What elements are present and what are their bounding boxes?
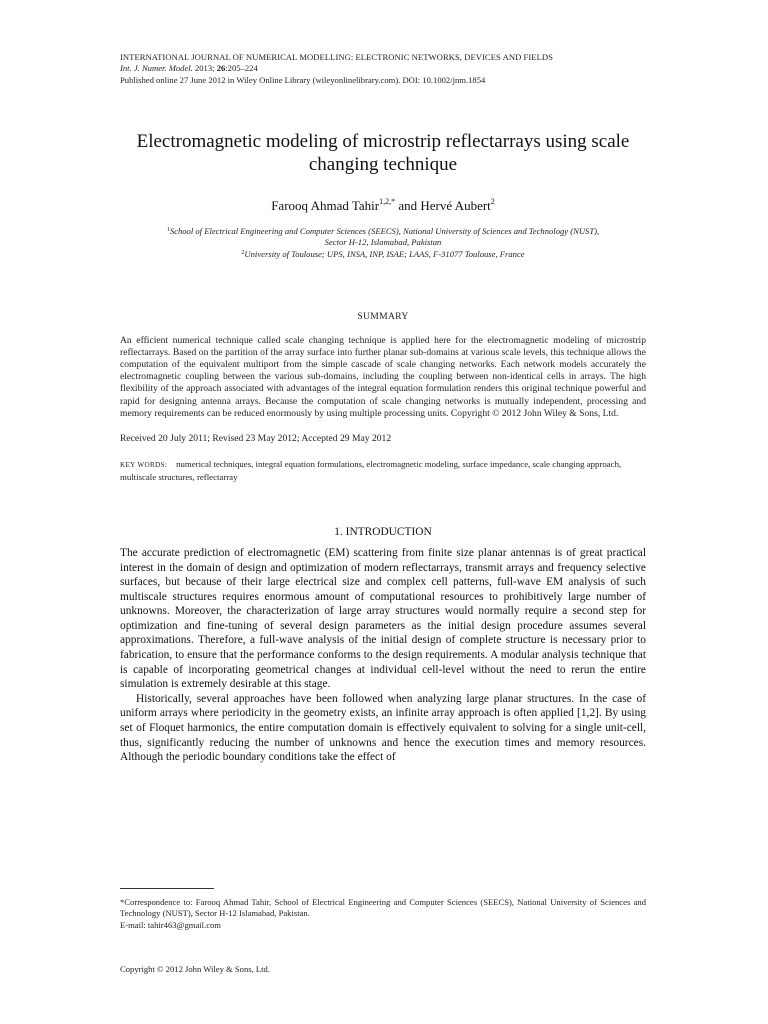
citation-abbrev: Int. J. Numer. Model. (120, 63, 193, 74)
author-affiliation-mark: 2 (490, 197, 495, 207)
citation-line (120, 63, 646, 74)
journal-header (120, 52, 646, 86)
affiliation-1: $^1$School of Electrical Engineering and Computer Sciences (SEECS), National University of Sciences and Technology (NUST), (166, 226, 600, 237)
author-affiliation-mark: 1,2,* (379, 197, 396, 207)
author-name: Hervé Aubert (420, 198, 491, 214)
affiliation-1-location: Sector H-12, Islamabad, Pakistan (324, 237, 442, 248)
affiliation-2: $^2$University of Toulouse; UPS, INSA, INP, ISAE; LAAS, F-31077 Toulouse, France (241, 248, 525, 259)
footnote-divider (120, 888, 214, 889)
citation-pages: :205–224 (225, 63, 258, 74)
summary-heading: SUMMARY (357, 310, 409, 322)
citation-year: 2013; (194, 63, 215, 74)
paragraph: The accurate prediction of electromagnetic (EM) scattering from finite size planar antennas is of great practical interest in the domain of design and optimization of modern reflectarrays, transmit arrays and frequency selective surfaces, but because of their large electrical size and complex cell patterns, full-wave EM analysis of such multiscale structures requires enormous amount of computational resources to prohibitively large number of unknowns. Moreover, the characterization of large array structures would normally require a second step for optimization and fine-tuning of several design parameters as the initial design procedure assumes several approximations. Therefore, a full-wave analysis of the initial design of complete structure is necessary prior to fabrication, to ensure that the performance conforms to the design requirements. A modular analysis technique that is capable of incorporating geometrical changes at individual cell-level without the need to rerun the entire simulation is extremely desirable at this stage. (120, 546, 646, 691)
citation-volume: 26 (216, 63, 226, 74)
section-body (120, 546, 646, 765)
footnote-email: E-mail: tahir463@gmail.com (120, 919, 221, 930)
copyright-notice: Copyright © 2012 John Wiley & Sons, Ltd. (120, 964, 270, 974)
affiliations (120, 226, 646, 260)
publication-line: Published online 27 June 2012 in Wiley Online Library (wileyonlinelibrary.com). DOI: 10.1002/jnm.1854 (120, 74, 486, 85)
footnote-text: *Correspondence to: Farooq Ahmad Tahir, School of Electrical Engineering and Computer Sciences (SEECS), National University of Sciences and Technology (NUST), Sector H-12 Islamabad, Pakistan. (120, 897, 646, 919)
correspondence-footnote (120, 897, 646, 931)
author-name: Farooq Ahmad Tahir (271, 198, 380, 214)
received-dates: Received 20 July 2011; Revised 23 May 2012; Accepted 29 May 2012 (120, 432, 392, 444)
correspondence-mark: * (391, 197, 396, 207)
keywords (120, 458, 646, 483)
abstract-text: An efficient numerical technique called scale changing technique is applied here for the electromagnetic modeling of microstrip reflectarrays. Based on the partition of the array surface into further planar sub-domains at various scale levels, this technique allows the computation of the equivalent multiport from the simple cascade of scale changing networks. Each network models accurately the electromagnetic coupling between the various sub-domains, including the coupling between non-identical cells in arrays. The high flexibility of the approach associated with advantages of the integral equation formulation renders this original technique powerful and rapid for designing antenna arrays. Because the computation of scale changing networks is mutually independent, processing and memory requirements can be reduced enormously by using multiple processing units. Copyright © 2012 John Wiley & Sons, Ltd. (120, 334, 646, 419)
author-list (120, 198, 646, 214)
paper-title: Electromagnetic modeling of microstrip reflectarrays using scale changing technique (136, 131, 630, 176)
keywords-label: KEY WORDS: (120, 460, 168, 469)
paragraph: Historically, several approaches have been followed when analyzing large planar structures. In the case of uniform arrays where periodicity in the geometry exists, an infinite array approach is often applied [1,2]. By using set of Floquet harmonics, the entire computation domain is effectively equivalent to solving for a single unit-cell, thus, significantly reducing the number of unknowns and hence the execution times and memory resources. Although the periodic boundary conditions take the effect of (120, 692, 646, 764)
journal-name: INTERNATIONAL JOURNAL OF NUMERICAL MODELLING: ELECTRONIC NETWORKS, DEVICES AND FIELDS (120, 52, 553, 62)
keywords-text: numerical techniques, integral equation formulations, electromagnetic modeling, surface impedance, scale changing approach, multiscale structures, reflectarray (120, 458, 622, 482)
author-connector: and (395, 198, 421, 214)
section-heading: 1. INTRODUCTION (334, 525, 432, 538)
paper-page (120, 52, 646, 765)
